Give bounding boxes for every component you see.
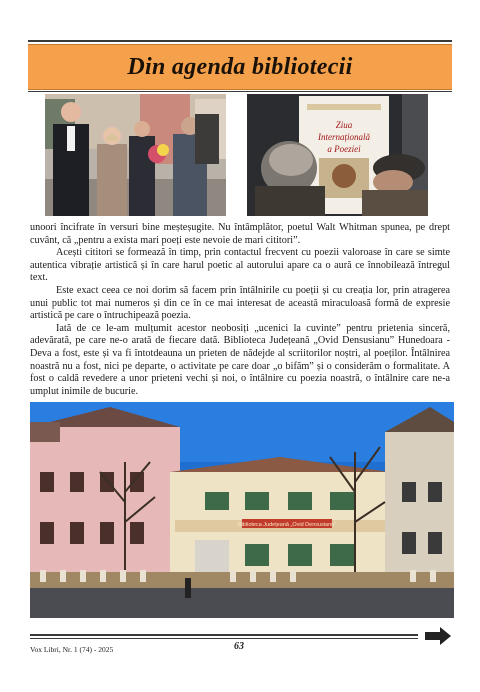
paragraph: Este exact ceea ce noi dorim să facem prin întâlnirile cu poeții și cu creația lor, prin atragerea unui public tot mai numeros și din ce în ce mai interesat de această miraculoasă formă de expresie artistică pe care o întruchipează poezia. [30, 284, 450, 322]
photo-poetry-poster [247, 94, 428, 216]
banner-bottom-rule [28, 91, 452, 92]
photo-library-building [30, 402, 454, 618]
footer-rule-thin [30, 638, 418, 639]
photo-guests-arriving [45, 94, 226, 216]
article-body [30, 222, 450, 398]
paragraph: Iată de ce le-am mulțumit acestor neobosiți „ucenici la cuvinte” pentru prietenia sinceră, adevărată, pe care ne-o arată de fiecare dată. Biblioteca Județeană „Ovid Densusianu” Hunedoara - Deva a fost, este și va fi întotdeauna un prieten de nădejde al scriitorilor noștri, al poeților. Întâlnirea noastră nu a fost, nici pe departe, o activitate pe care doar „o bifăm” și o considerăm o formalitate. A fost o caldă revedere a unor prieteni vechi și noi, o întâlnire cu poezia noastră, o întâlnire care ne-a umplut inimile de bucurie. [30, 322, 450, 397]
paragraph: unoori încifrate în versuri bine meșteșugite. Nu întâmplător, poetul Walt Whitman spunea, pe drept cuvânt, că „pentru a exista mari poeți este nevoie de mari cititori”. [30, 222, 450, 246]
section-banner [28, 44, 452, 90]
svg-text:a Poeziei: a Poeziei [327, 144, 361, 154]
footer-rule [30, 634, 418, 636]
paragraph: Acești cititori se formează în timp, prin contactul frecvent cu poezii valoroase în care se simte autentica vibrație artistică și în care harul poetic al autorului apare ca o aură ce înnobilează întregul text. [30, 247, 450, 284]
top-rule-thick [28, 40, 452, 42]
svg-text:Ziua: Ziua [335, 120, 353, 130]
publication-info: Vox Libri, Nr. 1 (74) - 2025 [30, 645, 114, 654]
section-title: Din agenda bibliotecii [127, 53, 353, 80]
svg-text:Biblioteca Județeană „Ovid Den: Biblioteca Județeană „Ovid Densusianu” [237, 522, 337, 528]
svg-text:Internațională: Internațională [318, 132, 370, 142]
page-number: 63 [234, 641, 244, 652]
next-page-arrow-icon[interactable] [425, 627, 451, 645]
